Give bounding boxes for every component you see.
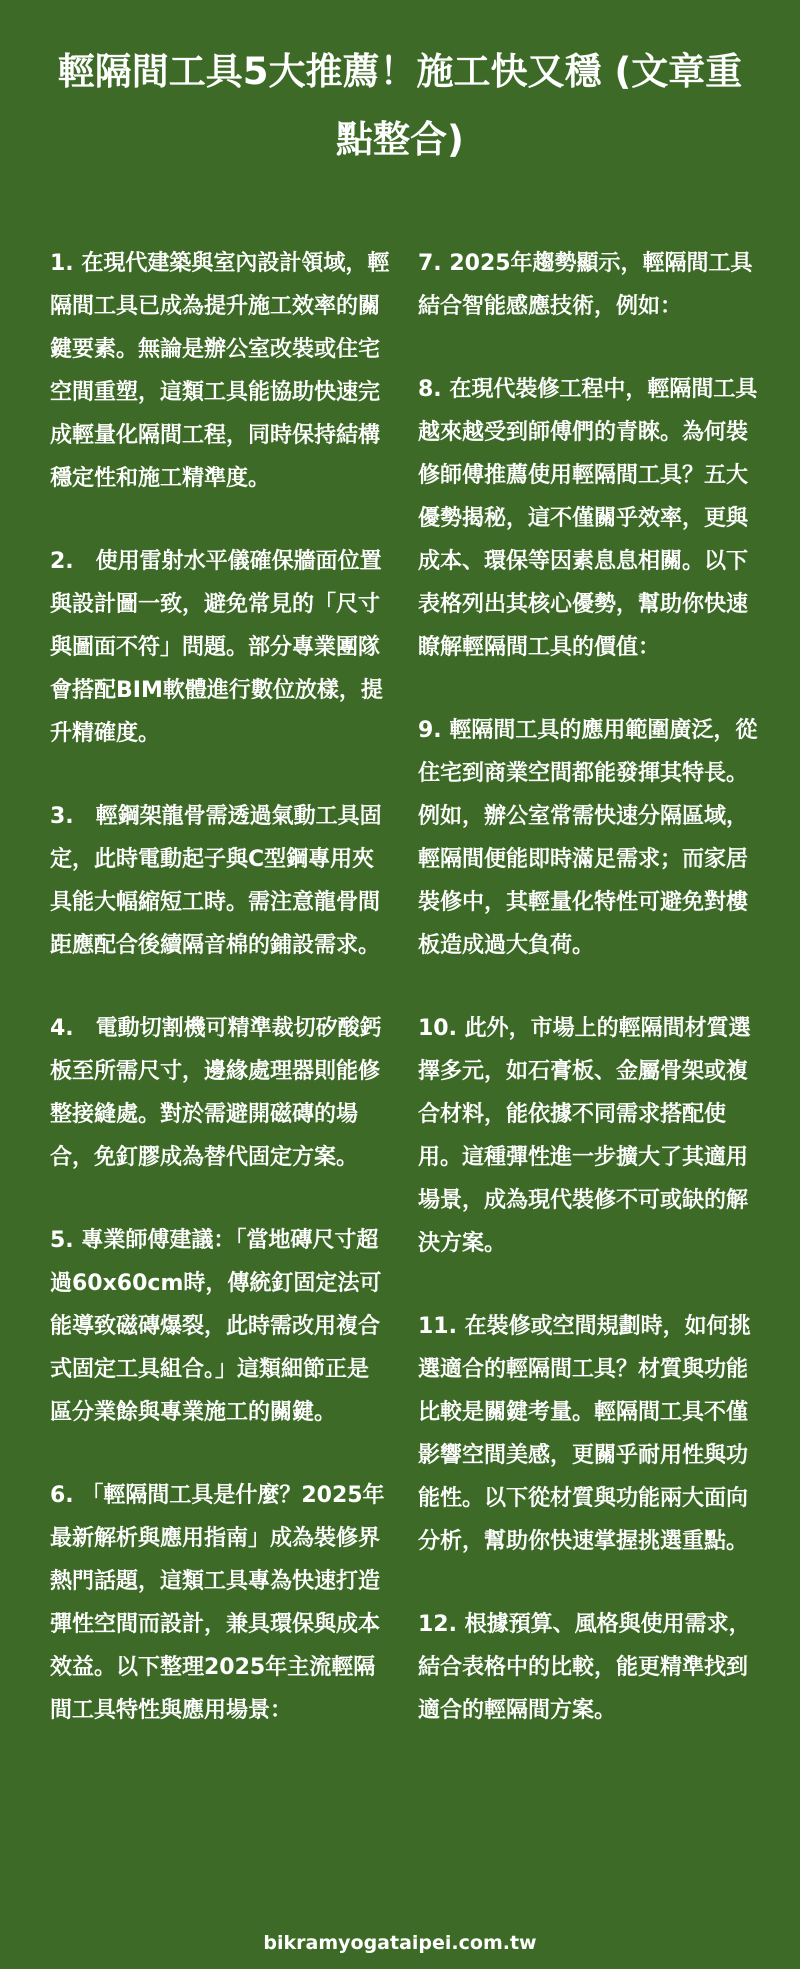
paragraph-12: 12. 根據預算、風格與使用需求，結合表格中的比較，能更精準找到適合的輕隔間方案。: [418, 1612, 751, 1723]
paragraph-8: 8. 在現代裝修工程中，輕隔間工具越來越受到師傅們的青睞。為何裝修師傅推薦使用輕隔間工具？五大優勢揭秘，這不僅關乎效率，更與成本、環保等因素息息相關。以下表格列出其核心優勢，幫助你快速瞭解輕隔間工具的價值：: [418, 377, 758, 660]
footer-site-url: bikramyogataipei.com.tw: [263, 1932, 537, 1954]
paragraph-10: 10. 此外，市場上的輕隔間材質選擇多元，如石膏板、金屬骨架或複合材料，能依據不同需求搭配使用。這種彈性進一步擴大了其適用場景，成為現代裝修不可或缺的解決方案。: [418, 1016, 751, 1256]
page-title: 輕隔間工具5大推薦！施工快又穩 (文章重點整合): [57, 50, 743, 161]
paragraph-5: 5. 專業師傅建議：「當地磚尺寸超過60x60cm時，傳統釘固定法可能導致磁磚爆裂，此時需改用複合式固定工具組合。」這類細節正是區分業餘與專業施工的關鍵。: [50, 1228, 382, 1425]
paragraph-11: 11. 在裝修或空間規劃時，如何挑選適合的輕隔間工具？材質與功能比較是關鍵考量。輕隔間工具不僅影響空間美感，更關乎耐用性與功能性。以下從材質與功能兩大面向分析，幫助你快速掌握挑選重點。: [418, 1314, 751, 1554]
paragraph-7: 7. 2025年趨勢顯示，輕隔間工具結合智能感應技術，例如：: [418, 251, 753, 319]
paragraph-3: 3. 輕鋼架龍骨需透過氣動工具固定，此時電動起子與C型鋼專用夾具能大幅縮短工時。需注意龍骨間距應配合後續隔音棉的鋪設需求。: [50, 804, 382, 958]
left-column: [50, 242, 390, 1772]
content-columns: [50, 242, 760, 1772]
paragraph-6: 6. 「輕隔間工具是什麼？2025年最新解析與應用指南」成為裝修界熱門話題，這類工具專為快速打造彈性空間而設計，兼具環保與成本效益。以下整理2025年主流輕隔間工具特性與應用場景：: [50, 1483, 385, 1723]
paragraph-2: 2. 使用雷射水平儀確保牆面位置與設計圖一致，避免常見的「尺寸與圖面不符」問題。部分專業團隊會搭配BIM軟體進行數位放樣，提升精確度。: [50, 549, 383, 746]
paragraph-9: 9. 輕隔間工具的應用範圍廣泛，從住宅到商業空間都能發揮其特長。例如，辦公室常需快速分隔區域，輕隔間便能即時滿足需求；而家居裝修中，其輕量化特性可避免對樓板造成過大負荷。: [418, 718, 758, 958]
paragraph-1: 1. 在現代建築與室內設計領域，輕隔間工具已成為提升施工效率的關鍵要素。無論是辦公室改裝或住宅空間重塑，這類工具能協助快速完成輕量化隔間工程，同時保持結構穩定性和施工精準度。: [50, 251, 390, 491]
right-column: [418, 242, 760, 1772]
paragraph-4: 4. 電動切割機可精準裁切矽酸鈣板至所需尺寸，邊緣處理器則能修整接縫處。對於需避開磁磚的場合，免釘膠成為替代固定方案。: [50, 1016, 382, 1170]
